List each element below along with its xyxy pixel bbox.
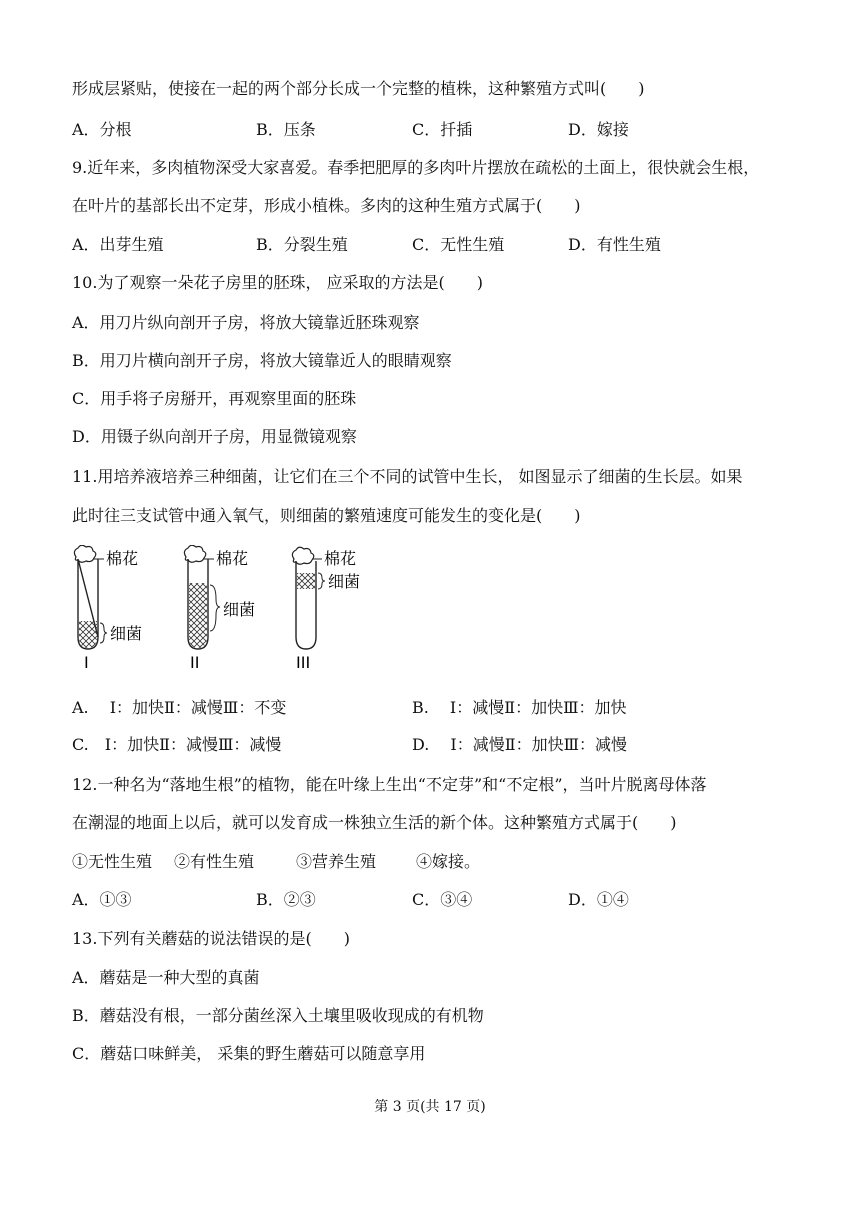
tube-label-i: I xyxy=(84,653,89,672)
q9-option-b: B．分裂生殖 xyxy=(256,235,348,254)
q10-option-a: A．用刀片纵向剖开子房，将放大镜靠近胚珠观察 xyxy=(72,313,420,332)
q13-stem: 13.下列有关蘑菇的说法错误的是( ) xyxy=(72,929,350,948)
q8-option-c: C．扦插 xyxy=(412,120,473,139)
q11-option-b: B. Ⅰ：减慢Ⅱ：加快Ⅲ：加快 xyxy=(412,698,627,717)
q12-option-c: C．③④ xyxy=(412,890,473,909)
q13-option-c: C．蘑菇口味鲜美， 采集的野生蘑菇可以随意享用 xyxy=(72,1044,426,1063)
tube-label-iii: III xyxy=(296,653,311,672)
q12-option-a: A．①③ xyxy=(72,890,132,909)
q11-option-a: A. Ⅰ：加快Ⅱ：减慢Ⅲ：不变 xyxy=(72,698,287,717)
q10-option-c: C．用手将子房掰开，再观察里面的胚珠 xyxy=(72,389,357,408)
q9-option-a: A．出芽生殖 xyxy=(72,235,164,254)
q11-stem-line1: 11.用培养液培养三种细菌，让它们在三个不同的试管中生长， 如图显示了细菌的生长层。如果 xyxy=(72,467,743,486)
q8-option-b: B．压条 xyxy=(256,120,316,139)
q13-option-a: A．蘑菇是一种大型的真菌 xyxy=(72,968,260,987)
tube-label-ii: II xyxy=(190,653,200,672)
q12-stem-line1: 12.一种名为“落地生根”的植物，能在叶缘上生出“不定芽”和“不定根”，当叶片脱离母体落 xyxy=(72,775,707,794)
q8-option-a: A．分根 xyxy=(72,120,132,139)
tube-i xyxy=(74,545,142,672)
q12-option-b: B．②③ xyxy=(256,890,316,909)
cotton-label-iii: 棉花 xyxy=(324,549,357,568)
q10-option-b: B．用刀片横向剖开子房，将放大镜靠近人的眼睛观察 xyxy=(72,351,452,370)
q8-option-d: D．嫁接 xyxy=(568,120,629,139)
q11-stem-line2: 此时往三支试管中通入氧气，则细菌的繁殖速度可能发生的变化是( ) xyxy=(72,506,581,525)
q10-option-d: D．用镊子纵向剖开子房，用显微镜观察 xyxy=(72,427,357,446)
tube-ii xyxy=(184,545,255,672)
q10-stem: 10.为了观察一朵花子房里的胚珠， 应采取的方法是( ) xyxy=(72,273,484,292)
q12-item-4: ④嫁接。 xyxy=(416,852,481,871)
q11-option-d: D. Ⅰ：减慢Ⅱ：加快Ⅲ：减慢 xyxy=(412,735,628,754)
q12-stem-line2: 在潮湿的地面上以后，就可以发育成一株独立生活的新个体。这种繁殖方式属于( ) xyxy=(72,813,677,832)
bacteria-label-ii: 细菌 xyxy=(223,600,256,619)
q9-option-c: C．无性生殖 xyxy=(412,235,505,254)
q12-option-d: D．①④ xyxy=(568,890,629,909)
q12-item-2: ②有性生殖 xyxy=(174,852,255,871)
q13-option-b: B．蘑菇没有根，一部分菌丝深入土壤里吸收现成的有机物 xyxy=(72,1006,484,1025)
q11-option-c: C. Ⅰ：加快Ⅱ：减慢Ⅲ：减慢 xyxy=(72,735,282,754)
bacteria-label-i: 细菌 xyxy=(110,624,143,643)
q8-stem-continued: 形成层紧贴，使接在一起的两个部分长成一个完整的植株，这种繁殖方式叫( ) xyxy=(72,79,645,98)
q12-item-1: ①无性生殖 xyxy=(72,852,153,871)
test-tubes-figure xyxy=(68,545,378,675)
bacteria-label-iii: 细菌 xyxy=(328,572,361,591)
q9-option-d: D．有性生殖 xyxy=(568,235,661,254)
q12-item-3: ③营养生殖 xyxy=(296,852,377,871)
q9-stem-line2: 在叶片的基部长出不定芽，形成小植株。多肉的这种生殖方式属于( ) xyxy=(72,196,581,215)
q9-stem-line1: 9.近年来，多肉植物深受大家喜爱。春季把肥厚的多肉叶片摆放在疏松的土面上，很快就会生根， xyxy=(72,158,760,177)
page-footer: 第 3 页(共 17 页) xyxy=(374,1099,486,1115)
cotton-label-i: 棉花 xyxy=(106,549,139,568)
tube-iii xyxy=(292,547,360,672)
cotton-label-ii: 棉花 xyxy=(216,549,249,568)
